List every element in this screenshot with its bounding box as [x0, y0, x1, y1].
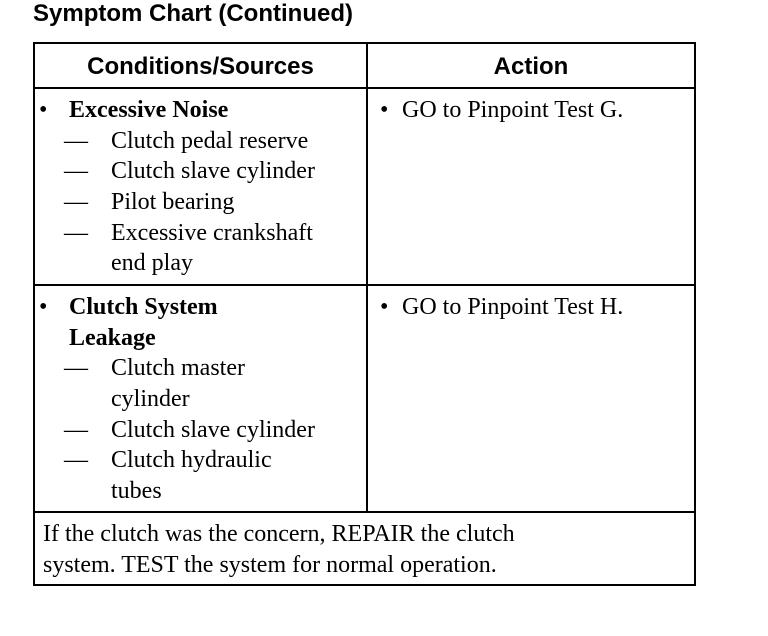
- action-text: GO to Pinpoint Test H.: [402, 294, 624, 320]
- dash-icon: —: [64, 219, 88, 246]
- conditions-cell-1: [39, 95, 361, 279]
- source-item: Clutch master: [111, 355, 245, 382]
- source-item-continued: cylinder: [111, 386, 190, 413]
- symptom-table: [33, 42, 696, 586]
- condition-name: Excessive Noise: [69, 97, 229, 123]
- dash-icon: —: [64, 158, 88, 185]
- bullet-icon: •: [39, 97, 48, 123]
- source-item-continued: end play: [111, 250, 193, 277]
- source-item: Excessive crankshaft: [111, 219, 313, 246]
- source-line-continued: [39, 384, 361, 415]
- condition-name: Clutch System: [69, 294, 218, 320]
- source-item: Pilot bearing: [111, 189, 235, 216]
- note-divider: [35, 511, 694, 513]
- bullet-icon: •: [380, 294, 389, 320]
- action-cell-2: [380, 292, 690, 323]
- source-item: Clutch hydraulic: [111, 447, 272, 474]
- source-item: Clutch slave cylinder: [111, 416, 315, 443]
- dash-icon: —: [64, 355, 88, 382]
- condition-line-continued: [39, 323, 361, 354]
- note-cell: [43, 519, 683, 580]
- note-line: If the clutch was the concern, REPAIR the clutch: [43, 521, 515, 547]
- source-line: [39, 156, 361, 187]
- source-item-continued: tubes: [111, 478, 162, 505]
- condition-line: [39, 95, 361, 126]
- action-text: GO to Pinpoint Test G.: [402, 97, 624, 123]
- condition-line: [39, 292, 361, 323]
- action-cell-1: [380, 95, 690, 126]
- source-line: [39, 126, 361, 157]
- bullet-icon: •: [39, 294, 48, 320]
- source-line: [39, 187, 361, 218]
- column-header-conditions: Conditions/Sources: [87, 53, 314, 80]
- source-item: Clutch slave cylinder: [111, 158, 315, 185]
- source-line-continued: [39, 476, 361, 507]
- source-line: [39, 415, 361, 446]
- column-header-action: Action: [493, 53, 569, 80]
- source-line: [39, 218, 361, 249]
- dash-icon: —: [64, 127, 88, 154]
- dash-icon: —: [64, 447, 88, 474]
- source-item: Clutch pedal reserve: [111, 127, 309, 154]
- conditions-cell-2: [39, 292, 361, 507]
- bullet-icon: •: [380, 97, 389, 123]
- page-title: Symptom Chart (Continued): [33, 0, 353, 27]
- source-line-continued: [39, 248, 361, 279]
- dash-icon: —: [64, 189, 88, 216]
- dash-icon: —: [64, 416, 88, 443]
- note-line: system. TEST the system for normal operation.: [43, 551, 497, 578]
- source-line: [39, 353, 361, 384]
- source-line: [39, 445, 361, 476]
- condition-name-continued: Leakage: [69, 324, 156, 351]
- row-divider: [35, 284, 694, 286]
- column-divider: [366, 44, 368, 513]
